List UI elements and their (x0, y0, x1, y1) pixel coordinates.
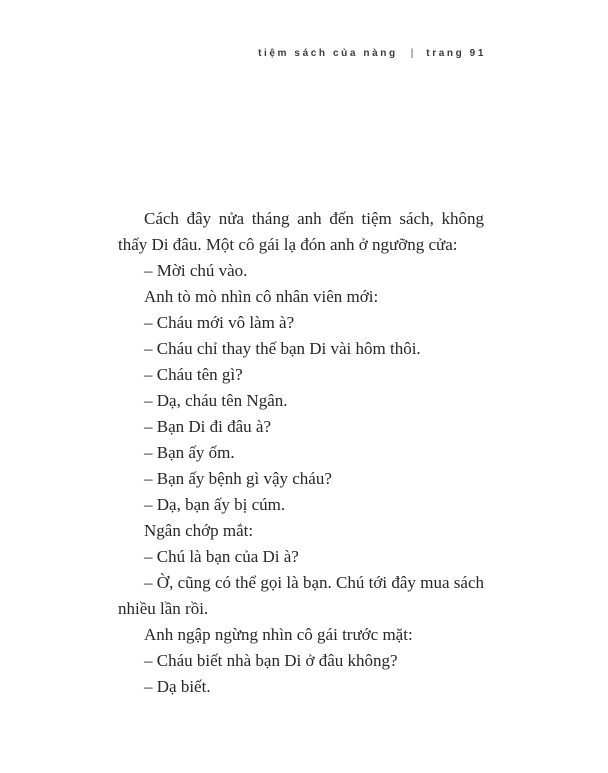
paragraph: Ngân chớp mắt: (144, 521, 254, 540)
paragraph: – Dạ biết. (144, 677, 211, 696)
page-number: trang 91 (426, 48, 486, 59)
paragraph: – Bạn Di đi đâu à? (144, 417, 271, 436)
paragraph: – Cháu tên gì? (144, 365, 243, 384)
book-title: tiệm sách của nàng (258, 48, 398, 59)
paragraph: – Dạ, cháu tên Ngân. (144, 391, 288, 410)
page-body (118, 206, 484, 700)
paragraph: – Dạ, bạn ấy bị cúm. (144, 495, 286, 514)
paragraph: – Bạn ấy ốm. (144, 443, 235, 462)
paragraph: – Cháu chỉ thay thế bạn Di vài hôm thôi. (144, 339, 421, 358)
paragraph: – Cháu mới vô làm à? (144, 313, 295, 332)
paragraph: Anh tò mò nhìn cô nhân viên mới: (144, 287, 379, 306)
paragraph: – Bạn ấy bệnh gì vậy cháu? (144, 469, 332, 488)
paragraph: – Cháu biết nhà bạn Di ở đâu không? (144, 651, 398, 670)
paragraph: Cách đây nửa tháng anh đến tiệm sách, không thấy Di đâu. Một cô gái lạ đón anh ở ngưỡng cửa: (118, 209, 484, 254)
header-separator: | (410, 48, 414, 59)
running-header (258, 48, 486, 59)
paragraph: Anh ngập ngừng nhìn cô gái trước mặt: (144, 625, 413, 644)
paragraph: – Mời chú vào. (144, 261, 248, 280)
paragraph: – Chú là bạn của Di à? (144, 547, 299, 566)
paragraph: – Ờ, cũng có thể gọi là bạn. Chú tới đây mua sách nhiều lần rồi. (118, 573, 484, 618)
